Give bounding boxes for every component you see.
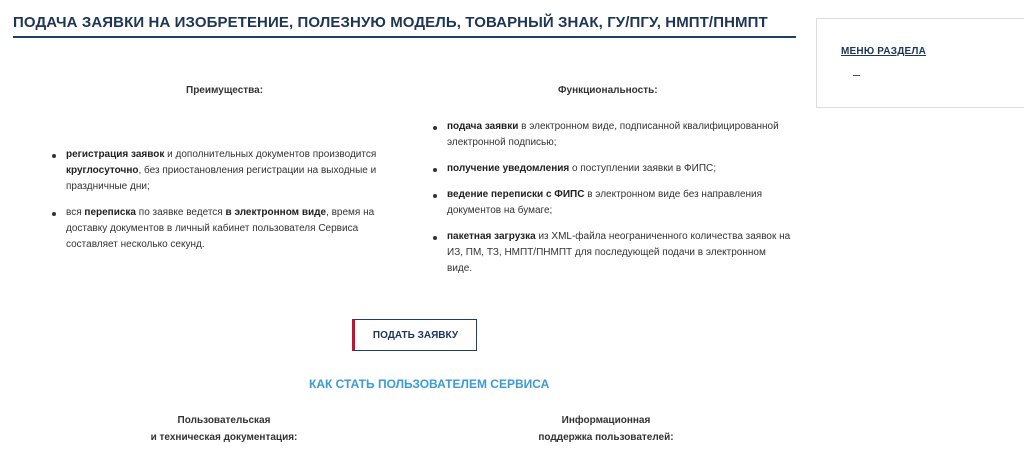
functionality-item: пакетная загрузка из XML-файла неограниченного количества заявок на ИЗ, ПМ, ТЗ, НМПТ/ПНМПТ для последующей подачи в электронном виде.	[433, 229, 793, 277]
support-heading: Информационная поддержка пользователей:	[538, 415, 674, 443]
page-title: ПОДАЧА ЗАЯВКИ НА ИЗОБРЕТЕНИЕ, ПОЛЕЗНУЮ МОДЕЛЬ, ТОВАРНЫЙ ЗНАК, ГУ/ПГУ, НМПТ/ПНМПТ	[13, 14, 768, 31]
documentation-heading: Пользовательская и техническая документация:	[150, 415, 298, 443]
section-menu-empty-item	[853, 75, 860, 76]
section-menu-title[interactable]: МЕНЮ РАЗДЕЛА	[841, 46, 927, 57]
functionality-item: получение уведомления о поступлении заявки в ФИПС;	[433, 161, 793, 177]
functionality-heading: Функциональность:	[558, 85, 658, 96]
title-divider	[13, 36, 796, 38]
advantage-item: регистрация заявок и дополнительных документов производится круглосуточно, без приостановления регистрации на выходные и праздничные дни;	[52, 147, 392, 195]
advantages-heading: Преимущества:	[186, 85, 264, 96]
functionality-item: ведение переписки с ФИПС в электронном виде без направления документов на бумаге;	[433, 187, 793, 219]
advantages-list	[52, 147, 392, 263]
functionality-item: подача заявки в электронном виде, подписанной квалифицированной электронной подписью;	[433, 119, 793, 151]
become-user-link[interactable]: КАК СТАТЬ ПОЛЬЗОВАТЕЛЕМ СЕРВИСА	[309, 377, 550, 391]
section-menu	[816, 18, 1024, 108]
functionality-list	[433, 119, 793, 287]
submit-application-button[interactable]: ПОДАТЬ ЗАЯВКУ	[352, 319, 477, 351]
advantage-item: вся переписка по заявке ведется в электронном виде, время на доставку документов в личный кабинет пользователя Сервиса составляет несколько секунд.	[52, 205, 392, 253]
